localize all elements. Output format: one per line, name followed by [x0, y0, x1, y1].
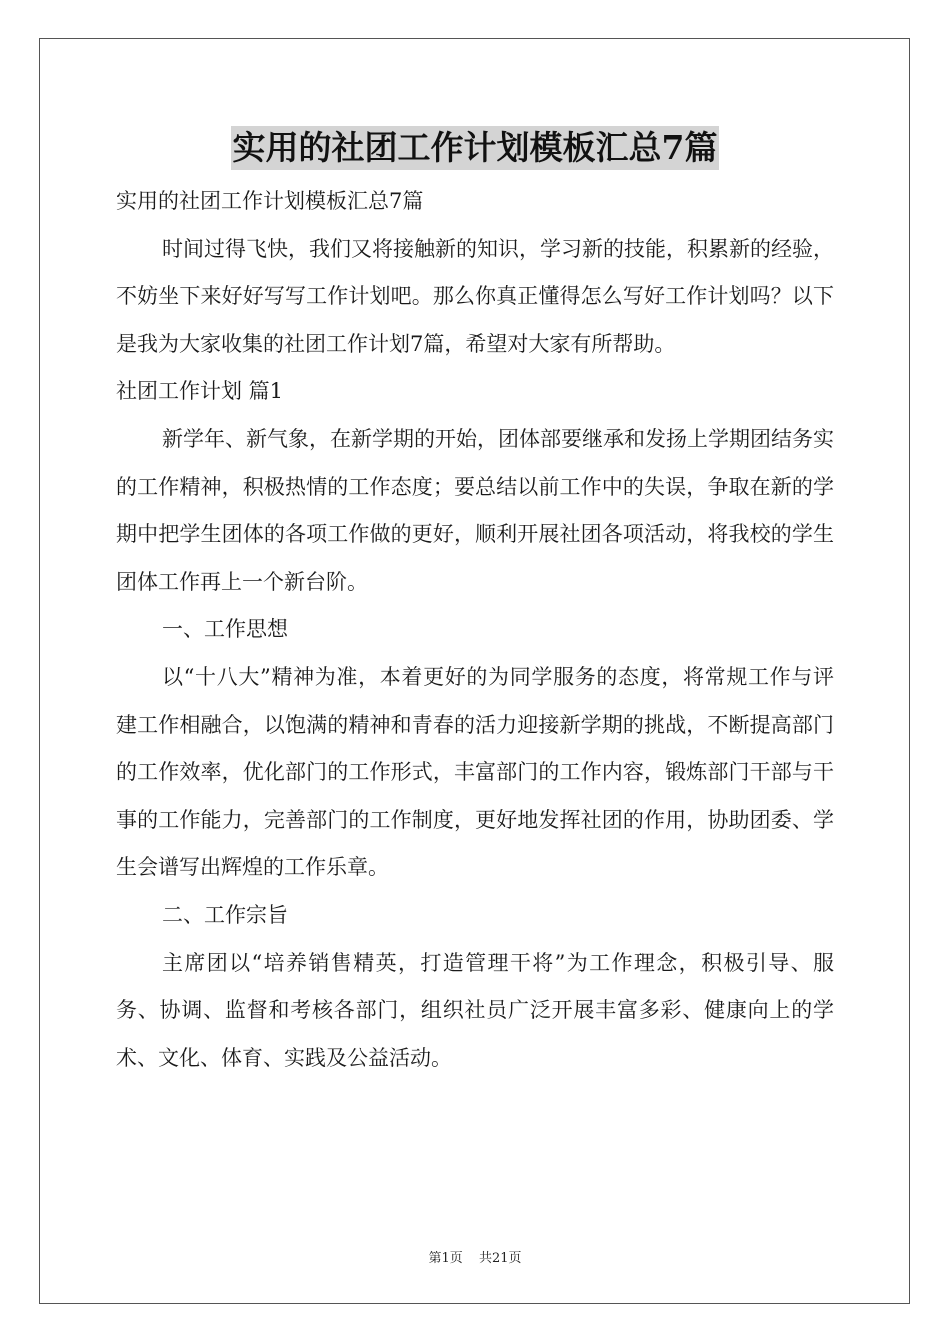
- total-pages: 共21页: [478, 1251, 522, 1266]
- page-footer: [0, 1247, 950, 1266]
- heading-work-thought: 一、工作思想: [162, 617, 288, 642]
- paragraph-work-thought: 以“十八大”精神为准，本着更好的为同学服务的态度，将常规工作与评建工作相融合，以饱满的精神和青春的活力迎接新学期的挑战，不断提高部门的工作效率，优化部门的工作形式，丰富部门的工作内容，锻炼部门干部与干事的工作能力，完善部门的工作制度，更好地发挥社团的作用，协助团委、学生会谱写出辉煌的工作乐章。: [116, 664, 834, 880]
- intro-paragraph: 时间过得飞快，我们又将接触新的知识，学习新的技能，积累新的经验，不妨坐下来好好写写工作计划吧。那么你真正懂得怎么写好工作计划吗？以下是我为大家收集的社团工作计划7篇，希望对大家有所帮助。: [116, 236, 834, 356]
- paragraph-work-purpose: 主席团以“培养销售精英，打造管理干将”为工作理念，积极引导、服务、协调、监督和考核各部门，组织社员广泛开展丰富多彩、健康向上的学术、文化、体育、实践及公益活动。: [116, 950, 834, 1070]
- document-title: 实用的社团工作计划模板汇总7篇: [231, 126, 720, 170]
- document-body: [116, 178, 834, 1082]
- section-paragraph: 新学年、新气象，在新学期的开始，团体部要继承和发扬上学期团结务实的工作精神，积极热情的工作态度；要总结以前工作中的失误，争取在新的学期中把学生团体的各项工作做的更好，顺利开展社团各项活动，将我校的学生团体工作再上一个新台阶。: [116, 426, 834, 594]
- page-number: 第1页: [428, 1251, 463, 1266]
- title-container: [0, 126, 950, 170]
- section-heading: 社团工作计划 篇1: [116, 379, 284, 404]
- heading-work-purpose: 二、工作宗旨: [162, 902, 288, 927]
- document-subtitle: 实用的社团工作计划模板汇总7篇: [116, 189, 424, 213]
